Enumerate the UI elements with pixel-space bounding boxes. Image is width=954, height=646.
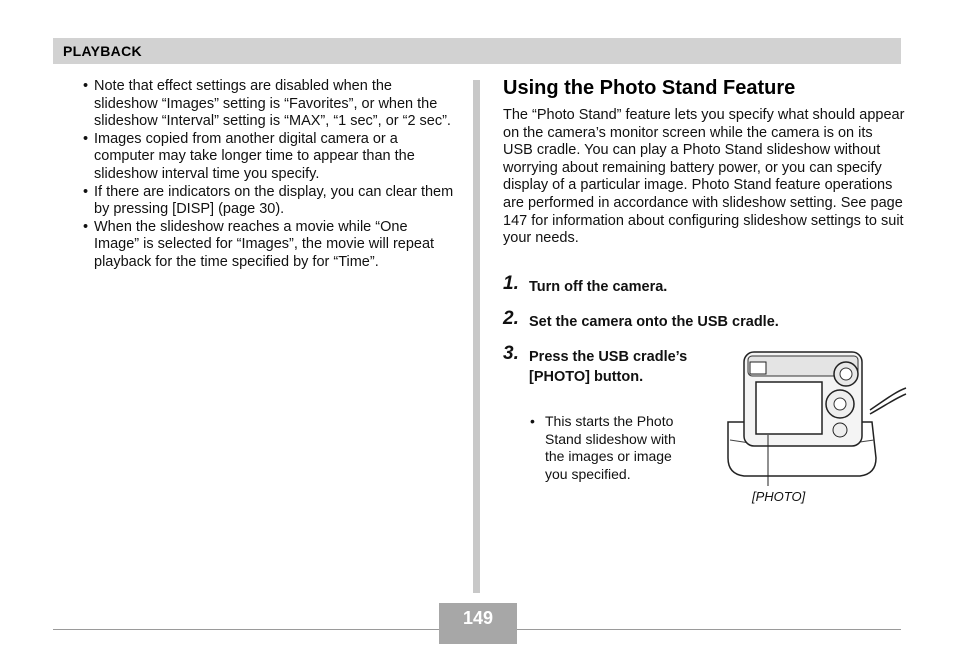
step-text: Set the camera onto the USB cradle.: [529, 314, 779, 330]
column-divider: [473, 80, 480, 593]
figure-caption: [PHOTO]: [752, 489, 806, 504]
notes-column: [83, 78, 455, 272]
camera-on-cradle-illustration: [720, 340, 910, 500]
section-header-title: PLAYBACK: [63, 43, 142, 59]
note-item: • Note that effect settings are disabled when the slideshow “Images” setting is “Favorites”, or when the slideshow “Interval” setting is “MAX”, “1 sec”, or “2 sec”.: [83, 78, 455, 131]
step-number: 1.: [503, 273, 519, 294]
step-number: 2.: [503, 308, 519, 329]
intro-paragraph: The “Photo Stand” feature lets you specify what should appear on the camera’s monitor screen while the camera is on its USB cradle. You can play a Photo Stand slideshow without worrying about remaining battery power, or you can specify display of a particular image. Photo Stand feature operations are performed in accordance with slideshow setting. See page 147 for information about configuring slideshow settings to suit your needs.: [503, 107, 905, 247]
page-number: 149: [462, 608, 494, 628]
note-item: • If there are indicators on the display, you can clear them by pressing [DISP] (page 30).: [83, 184, 455, 219]
step-number: 3.: [503, 343, 519, 364]
step-3-note: [530, 413, 695, 483]
note-item: • When the slideshow reaches a movie while “One Image” is selected for “Images”, the movie will repeat playback for the time specified by for “Time”.: [83, 219, 455, 272]
step-text: Turn off the camera.: [529, 279, 668, 295]
section-header: [53, 38, 901, 64]
step-3-note-text: • This starts the Photo Stand slideshow with the images or image you specified.: [530, 413, 695, 483]
page-number-badge: [439, 603, 517, 644]
section-title: Using the Photo Stand Feature: [503, 77, 796, 99]
note-item: • Images copied from another digital camera or a computer may take longer time to appear than the slideshow interval time you specify.: [83, 131, 455, 184]
notes-list: [83, 78, 455, 272]
step-text: Press the USB cradle’s [PHOTO] button.: [529, 349, 688, 385]
